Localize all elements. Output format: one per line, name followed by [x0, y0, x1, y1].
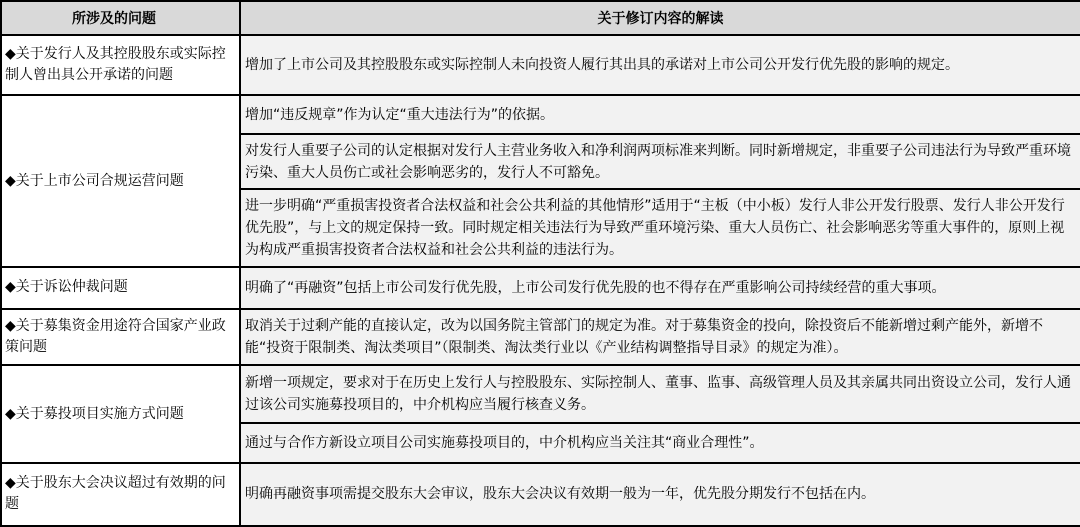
table-row	[1, 309, 1080, 366]
row-category: ◆关于诉讼仲裁问题	[1, 267, 240, 309]
header-issue: 所涉及的问题	[1, 1, 240, 35]
row-category: ◆关于发行人及其控股股东或实际控制人曾出具公开承诺的问题	[1, 35, 240, 96]
row-category: ◆关于股东大会决议超过有效期的问题	[1, 463, 240, 526]
row-description: 增加“违反规章”作为认定“重大违法行为”的依据。	[240, 95, 1080, 134]
row-description: 新增一项规定，要求对于在历史上发行人与控股股东、实际控制人、董事、监事、高级管理人员及其亲属共同出资设立公司，发行人通过该公司实施募投项目的，中介机构应当履行核查义务。	[240, 365, 1080, 423]
table-row	[1, 365, 1080, 423]
row-description: 明确了“再融资”包括上市公司发行优先股，上市公司发行优先股的也不得存在严重影响公司持续经营的重大事项。	[240, 267, 1080, 309]
table-header-row	[1, 1, 1080, 35]
row-category: ◆关于募投项目实施方式问题	[1, 365, 240, 463]
table-row	[1, 267, 1080, 309]
row-description: 进一步明确“严重损害投资者合法权益和社会公共利益的其他情形”适用于“主板（中小板）发行人非公开发行股票、发行人非公开发行优先股”，与上文的规定保持一致。同时规定相关违法行为导致严重环境污染、重大人员伤亡、社会影响恶劣等重大事件的，原则上视为构成严重损害投资者合法权益和社会公共利益的违法行为。	[240, 189, 1080, 267]
row-category: ◆关于上市公司合规运营问题	[1, 95, 240, 266]
header-interpretation: 关于修订内容的解读	[240, 1, 1080, 35]
row-category: ◆关于募集资金用途符合国家产业政策问题	[1, 309, 240, 366]
row-description: 增加了上市公司及其控股股东或实际控制人未向投资人履行其出具的承诺对上市公司公开发行优先股的影响的规定。	[240, 35, 1080, 96]
row-description: 取消关于过剩产能的直接认定，改为以国务院主管部门的规定为准。对于募集资金的投向，除投资后不能新增过剩产能外，新增不能“投资于限制类、淘汰类项目”（限制类、淘汰类行业以《产业结构调整指导目录》的规定为准）。	[240, 309, 1080, 366]
table-row	[1, 463, 1080, 526]
table-row	[1, 35, 1080, 96]
row-description: 通过与合作方新设立项目公司实施募投项目的，中介机构应当关注其“商业合理性”。	[240, 423, 1080, 463]
row-description: 明确再融资事项需提交股东大会审议，股东大会决议有效期一般为一年，优先股分期发行不包括在内。	[240, 463, 1080, 526]
row-description: 对发行人重要子公司的认定根据对发行人主营业务收入和净利润两项标准来判断。同时新增规定，非重要子公司违法行为导致严重环境污染、重大人员伤亡或社会影响恶劣的，发行人不可豁免。	[240, 134, 1080, 189]
table-row	[1, 95, 1080, 134]
